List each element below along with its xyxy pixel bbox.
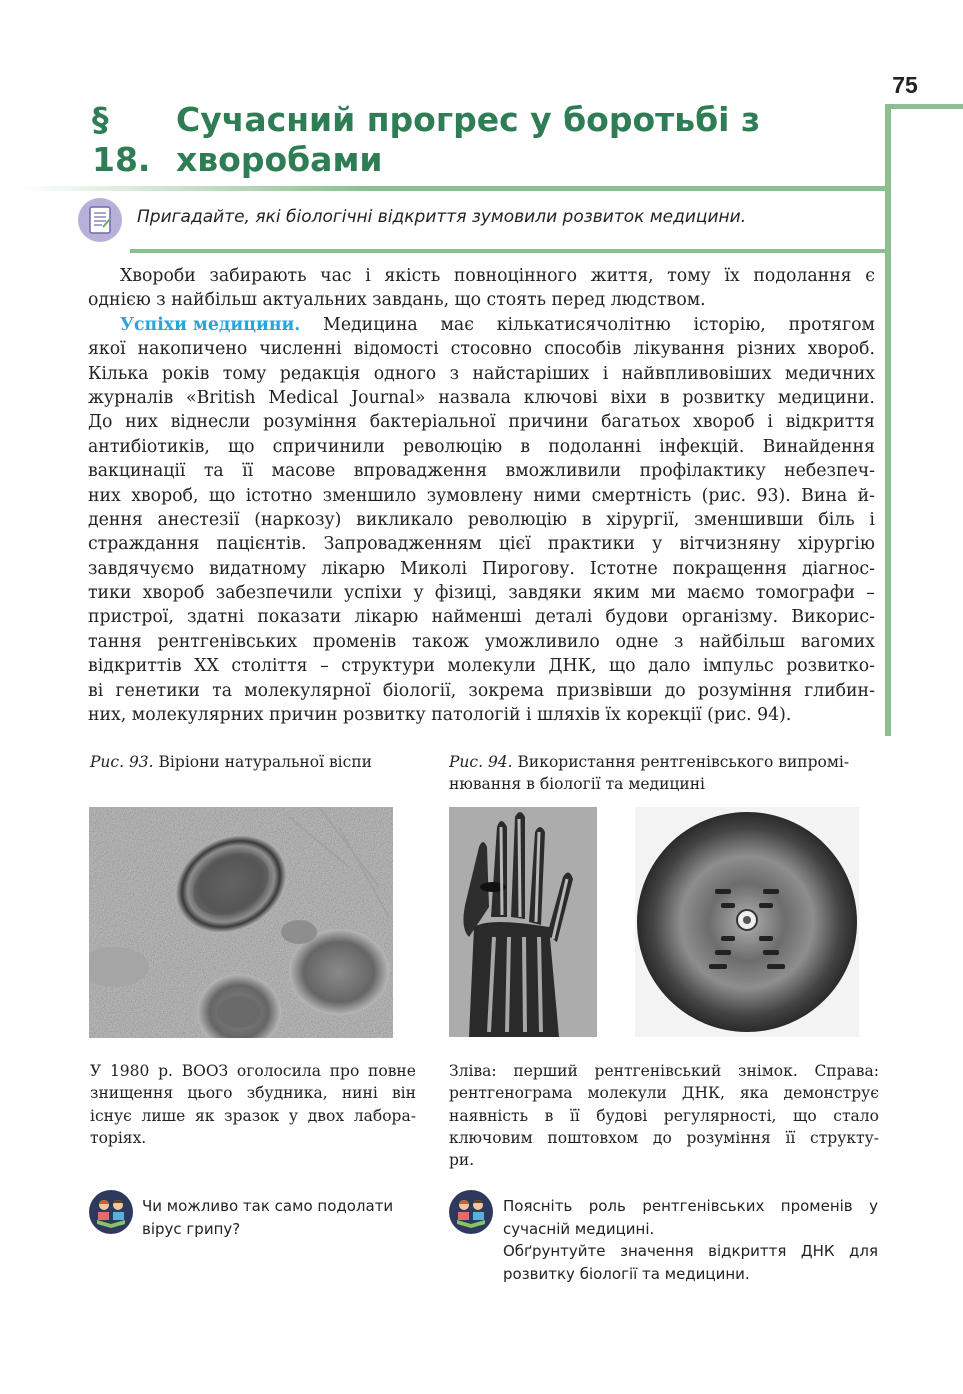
main-text [88, 264, 875, 727]
page-number: 75 [892, 72, 918, 98]
figure-93-caption: Рис. 93. Віріони натуральної віспи [90, 753, 372, 771]
text-line: вакцинації та її масове впровадження вможливили профілактику небезпеч- [88, 461, 875, 482]
recall-prompt: Пригадайте, які біологічні відкриття зумовили розвиток медицини. [137, 207, 747, 227]
text-line: дення анестезії (наркозу) викликало революцію в хірургії, зменшивши біль і [88, 509, 875, 530]
question-line: сучасній медицині. [503, 1219, 655, 1238]
page-side-rule [885, 104, 891, 736]
text-line: якої накопичено численні відомості стосовно способів лікування різних хвороб. [88, 339, 875, 360]
chapter-title [92, 100, 872, 180]
text-line: До них віднесли розуміння бактеріальної причини багатьох хвороб і відкриття [88, 412, 875, 433]
question-line: Чи можливо так само подолати [142, 1197, 394, 1215]
question-line: розвитку біології та медицини. [503, 1264, 750, 1283]
note-line: У 1980 р. ВООЗ оголосила про повне [90, 1062, 416, 1080]
text-line: тання рентгенівських променів також уможливило одне з найбільш вагомих [88, 631, 875, 652]
text-line: Кілька років тому редакція одного з найстаріших і найвпливовіших медичних [88, 363, 875, 384]
chapter-title-line-1: Сучасний прогрес у боротьбі з [176, 100, 761, 139]
page-corner-rule [885, 104, 963, 109]
text-line: пристрої, здатні показати лікарю найменші деталі будови організму. Викорис- [88, 607, 875, 628]
note-line: Зліва: перший рентгенівський знімок. Справа: [449, 1062, 879, 1080]
text-line: них, молекулярних причин розвитку патологій і шляхів їх корекції (рис. 94). [88, 705, 792, 726]
text-line: страждання пацієнтів. Запровадженням цієї практики у вітчизняну хірургію [88, 534, 875, 555]
text-line: однією з найбільш актуальних завдань, що стоять перед людством. [88, 290, 706, 311]
figure-94-note [449, 1060, 879, 1171]
figure-94-label: Рис. 94. [449, 753, 513, 771]
students-reading-icon [449, 1190, 493, 1234]
note-line: наявність в її будові регулярності, що стало [449, 1106, 879, 1125]
text-line: них хвороб, що істотно зменшило зумовлену ними смертність (рис. 93). Вина й- [88, 485, 875, 506]
text-line: ві генетики та молекулярної біології, зокрема призвівши до розуміння глибин- [88, 680, 875, 701]
note-line: існує лише як зразок у двох лабора- [90, 1106, 416, 1125]
dna-xray-diffraction-image [635, 807, 859, 1037]
question-1 [142, 1195, 422, 1240]
text-line: журналів «British Medical Journal» назвала ключові віхи в розвитку медицини. [88, 387, 875, 408]
chapter-number: § 18. [92, 100, 151, 179]
text-line: Успіхи медицини. Медицина має кількатисячолітню історію, протягом [88, 313, 875, 337]
notebook-icon [78, 198, 122, 242]
text-line: завдячуємо видатному лікарю Миколі Пирогову. Істотне покращення діагнос- [88, 558, 875, 579]
figure-93-note [90, 1060, 416, 1149]
question-2 [503, 1195, 878, 1285]
text-line: антибіотиків, що спричинили революцію в подоланні інфекцій. Винайдення [88, 436, 875, 457]
recall-box-top-rule [20, 186, 890, 191]
first-xray-hand-image [449, 807, 597, 1037]
note-line: рентгенограма молекули ДНК, яка демонструє [449, 1084, 879, 1103]
recall-box-bottom-rule [130, 249, 890, 253]
note-line: знищення цього збудника, нині він [90, 1084, 416, 1103]
note-line: ри. [449, 1151, 475, 1170]
figure-93-label: Рис. 93. [90, 753, 154, 771]
text-line: відкриттів ХХ століття – структури молекули ДНК, що дало імпульс розвитко- [88, 656, 875, 677]
question-line: Поясніть роль рентгенівських променів у [503, 1197, 878, 1215]
question-line: Обґрунтуйте значення відкриття ДНК для [503, 1242, 878, 1260]
note-line: ключовим поштовхом до розуміння її структу- [449, 1128, 879, 1147]
section-subheading: Успіхи медицини. [120, 314, 301, 335]
smallpox-virions-micrograph [89, 807, 393, 1038]
chapter-title-line-2: хворобами [176, 140, 383, 179]
figure-94-caption: Рис. 94. Використання рентгенівського випромі- нювання в біології та медицині [449, 753, 850, 793]
students-reading-icon [89, 1190, 133, 1234]
text-line: тики хвороб забезпечили успіхи у фізиці, завдяки яким ми маємо томографи – [88, 583, 875, 604]
question-line: вірус грипу? [142, 1219, 241, 1238]
text-line: Хвороби забирають час і якість повноцінного життя, тому їх подолання є [120, 266, 875, 286]
note-line: торіях. [90, 1128, 147, 1147]
